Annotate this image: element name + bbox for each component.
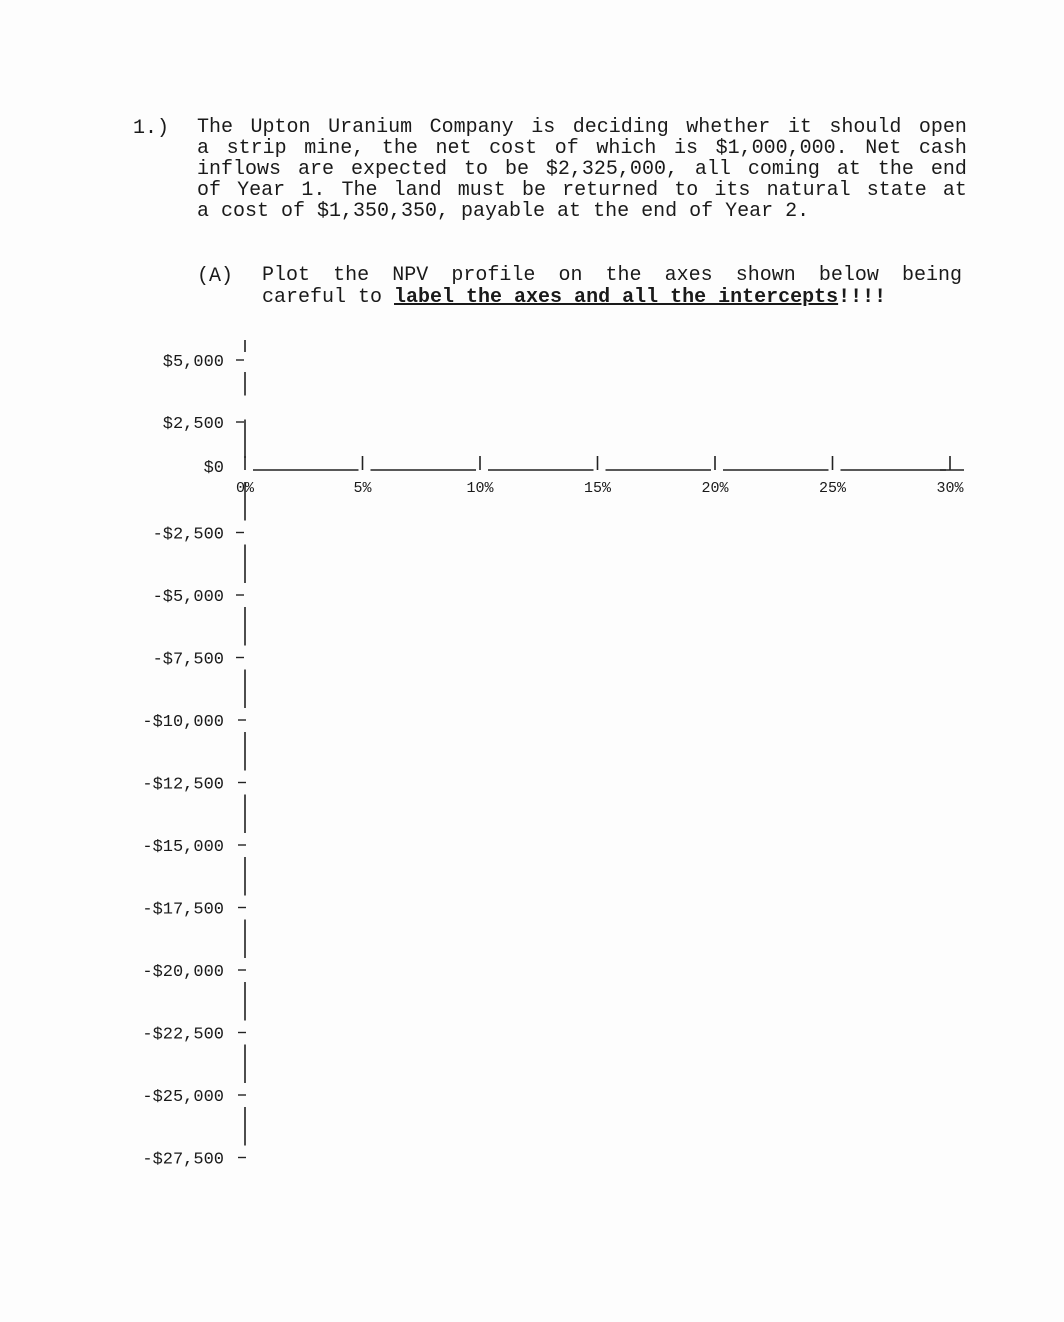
y-tick-label: -$20,000	[142, 963, 224, 982]
part-a-exclamations: !!!!	[838, 286, 887, 309]
question-word: 1.	[301, 179, 326, 202]
x-tick-label: 10%	[466, 480, 494, 497]
part-a-emphasis: label the axes and all the intercepts	[394, 286, 839, 309]
question-word: a cost of $1,350,350, payable at the end of Year 2.	[197, 200, 810, 223]
y-tick-label: -$22,500	[142, 1025, 224, 1045]
question-word: $1,000,000.	[715, 137, 848, 160]
question-word: the	[877, 158, 914, 181]
y-tick-label: -$10,000	[142, 713, 224, 732]
question-word: all	[694, 158, 731, 181]
y-tick-label: -$17,500	[142, 900, 224, 920]
question-word: a	[197, 137, 210, 160]
part-a-word: profile	[451, 264, 536, 287]
part-a-word: shown	[735, 264, 796, 287]
question-word: are	[297, 158, 334, 181]
question-word: should	[829, 116, 902, 139]
question-word: at	[942, 179, 967, 202]
x-tick-label: 15%	[583, 480, 612, 497]
question-word: cash	[918, 137, 967, 160]
part-a-word: axes	[664, 264, 713, 287]
question-word: strip	[226, 137, 287, 160]
question-word: The	[341, 179, 378, 202]
x-tick-label: 30%	[936, 480, 964, 497]
question-word: mine,	[304, 137, 365, 160]
question-word: of	[197, 179, 222, 202]
part-a-word: being	[901, 264, 962, 287]
question-word: expected	[350, 158, 447, 181]
question-word: must	[457, 179, 506, 202]
question-word: be	[504, 158, 529, 181]
part-a-line-2-prefix: careful to	[262, 286, 395, 309]
y-tick-label: -$7,500	[152, 650, 224, 670]
question-word: state	[866, 179, 927, 202]
question-word: open	[918, 116, 967, 139]
question-word: Uranium	[328, 116, 413, 139]
question-word: of	[554, 137, 579, 160]
x-tick-label: 0%	[235, 480, 255, 497]
y-tick-label: $5,000	[162, 353, 224, 372]
part-a-word: the	[333, 264, 370, 287]
question-word: be	[521, 179, 546, 202]
x-tick-label: 5%	[353, 480, 372, 497]
question-word: whether	[686, 116, 771, 139]
question-word: cost	[489, 137, 538, 160]
y-tick-label: $0	[203, 459, 224, 478]
y-tick-label: $2,500	[162, 415, 224, 434]
part-a-label: (A)	[197, 265, 234, 288]
question-word: natural	[766, 179, 851, 202]
question-word: deciding	[572, 116, 669, 139]
question-word: is	[531, 116, 556, 139]
y-tick-label: -$15,000	[142, 838, 224, 857]
question-word: it	[787, 116, 812, 139]
part-a-word: Plot	[262, 264, 311, 287]
y-tick-label: -$27,500	[142, 1150, 224, 1170]
question-word: returned	[562, 179, 659, 202]
x-tick-label: 25%	[818, 480, 847, 497]
question-word: to	[463, 158, 488, 181]
question-word: end	[930, 158, 967, 181]
question-word: which	[596, 137, 657, 160]
question-word: Net	[865, 137, 902, 160]
y-tick-label: -$2,500	[152, 525, 224, 545]
y-tick-label: -$12,500	[142, 775, 224, 795]
question-word: is	[674, 137, 699, 160]
question-word: inflows	[197, 158, 282, 181]
question-word: its	[714, 179, 751, 202]
part-a-word: on	[558, 264, 583, 287]
question-word: land	[393, 179, 442, 202]
question-word: The	[197, 116, 234, 139]
question-word: at	[836, 158, 861, 181]
question-word: Upton	[250, 116, 311, 139]
part-a-word: below	[818, 264, 879, 287]
question-word: the	[381, 137, 418, 160]
question-word: $2,325,000,	[545, 158, 678, 181]
question-word: to	[674, 179, 699, 202]
question-word: coming	[747, 158, 820, 181]
y-tick-label: -$25,000	[142, 1088, 224, 1107]
question-number: 1.)	[133, 117, 170, 140]
question-word: Company	[429, 116, 514, 139]
x-tick-label: 20%	[701, 480, 729, 497]
part-a-word: the	[605, 264, 642, 287]
question-word: net	[435, 137, 472, 160]
question-word: Year	[237, 179, 286, 202]
y-tick-label: -$5,000	[152, 588, 224, 607]
part-a-word: NPV	[392, 264, 429, 287]
